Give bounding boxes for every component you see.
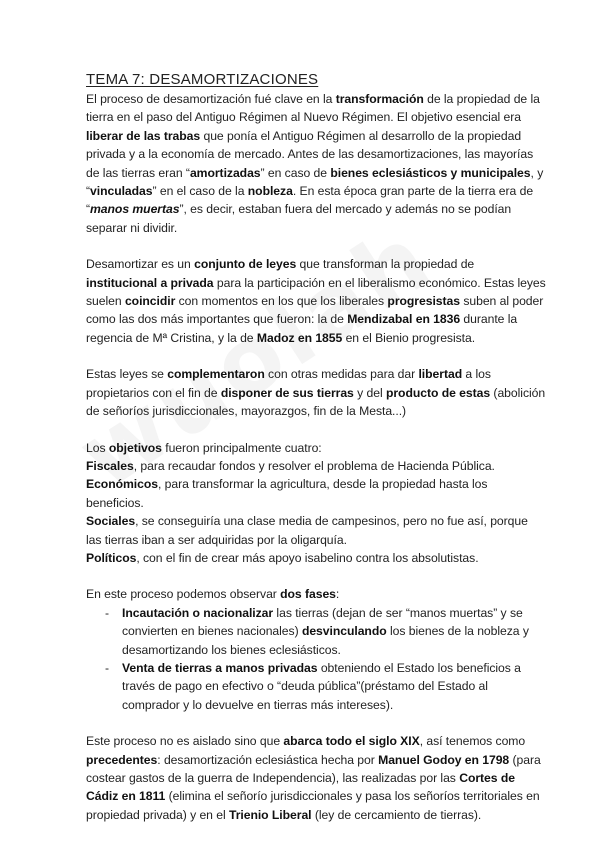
- document-page: [86, 70, 546, 824]
- phases-intro: En este proceso podemos observar dos fases:: [86, 587, 340, 602]
- objectives-intro: Los objetivos fueron principalmente cuatro:: [86, 440, 322, 455]
- list-item: - Incautación o nacionalizar las tierras (dejan de ser “manos muertas” y se convierten en bienes nacionales) desvinculando los bienes de la nobleza y desamortizando los bienes eclesiásticos.: [122, 604, 546, 659]
- paragraph-objectives: [86, 439, 546, 568]
- paragraph-precedents: Este proceso no es aislado sino que abarca todo el siglo XIX, así tenemos como precedentes: desamortización eclesiástica hecha por Manuel Godoy en 1798 (para costear gastos de la guerra de Independencia), las realizadas por las Cortes de Cádiz en 1811 (elimina el señorío jurisdiccionales y pasa los señoríos territoriales en propiedad privada) y en el Trienio Liberal (ley de cercamiento de tierras).: [86, 734, 541, 822]
- paragraph-definition: Desamortizar es un conjunto de leyes que transforman la propiedad de institucional a privada para la participación en el liberalismo económico. Estas leyes suelen coincidir con momentos en los que los liberales progresistas suben al poder como las dos más importantes que fueron: la de Mendizabal en 1836 durante la regencia de Mª Cristina, y la de Madoz en 1855 en el Bienio progresista.: [86, 257, 546, 345]
- list-item: - Venta de tierras a manos privadas obteniendo el Estado los beneficios a través de pago en efectivo o “deuda pública”(préstamo del Estado al comprador y lo devuelve en tierras más intereses).: [122, 659, 546, 714]
- paragraph-intro: El proceso de desamortización fué clave en la transformación de la propiedad de la tierra en el paso del Antiguo Régimen al Nuevo Régimen. El objetivo esencial era liberar de las trabas que ponía el Antiguo Régimen al desarrollo de la propiedad privada y a la economía de mercado. Antes de las desamortizaciones, las mayorías de las tierras eran “amortizadas” en caso de bienes eclesiásticos y municipales, y “vinculadas” en el caso de la nobleza. En esta época gran parte de la tierra era de “manos muertas”, es decir, estaban fuera del mercado y además no se podían separar ni dividir.: [86, 92, 544, 235]
- objective-item: Políticos, con el fin de crear más apoyo isabelino contra los absolutistas.: [86, 550, 479, 565]
- objective-item: Sociales, se conseguiría una clase media de campesinos, pero no fue así, porque las tierras iban a ser adquiridas por la oligarquía.: [86, 514, 528, 547]
- objective-item: Económicos, para transformar la agricultura, desde la propiedad hasta los beneficios.: [86, 477, 488, 510]
- paragraph-measures: Estas leyes se complementaron con otras medidas para dar libertad a los propietarios con el fin de disponer de sus tierras y del producto de estas (abolición de señoríos jurisdiccionales, mayorazgos, fin de la Mesta...): [86, 367, 546, 419]
- objective-item: Fiscales, para recaudar fondos y resolver el problema de Hacienda Pública.: [86, 458, 495, 473]
- page-title: TEMA 7: DESAMORTIZACIONES: [86, 71, 319, 88]
- phases-list: [86, 604, 546, 714]
- paragraph-phases: [86, 585, 546, 714]
